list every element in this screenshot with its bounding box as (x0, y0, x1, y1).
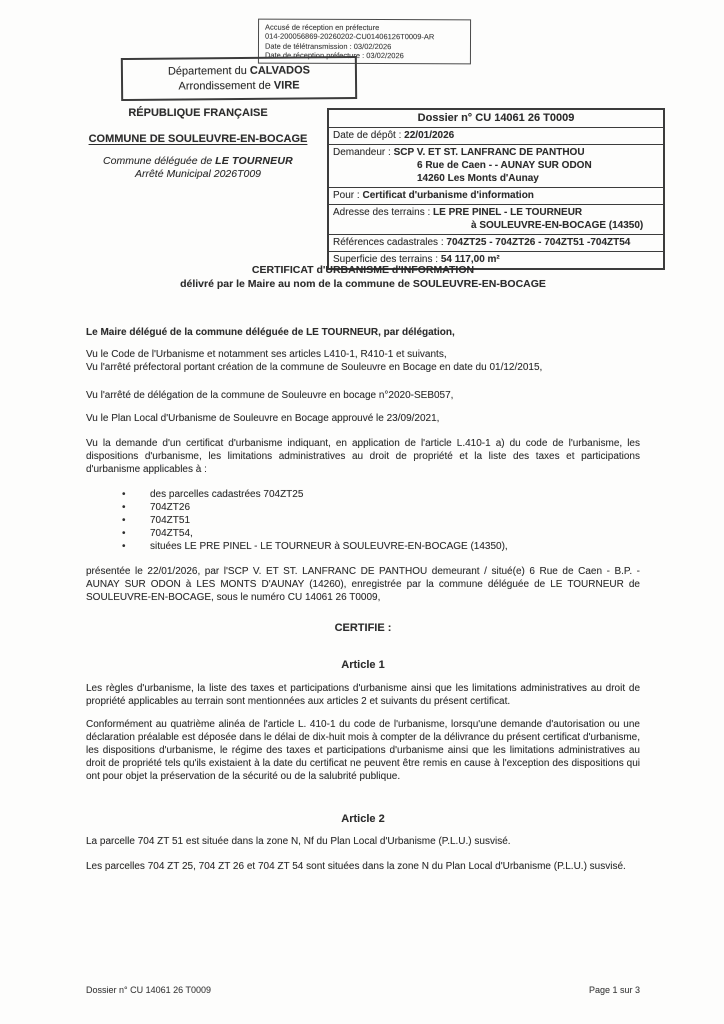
list-item: • 704ZT51 (122, 515, 191, 526)
row-pour: Pour : Certificat d'urbanisme d'information (329, 187, 663, 204)
list-item: • situées LE PRE PINEL - LE TOURNEUR à SOULEUVRE-EN-BOCAGE (14350), (122, 541, 508, 552)
vu-arrete-delegation: Vu l'arrêté de délégation de la commune de Souleuvre en bocage n°2020-SEB057, (86, 390, 454, 401)
vu-code-urbanisme: Vu le Code de l'Urbanisme et notamment ses articles L410-1, R410-1 et suivants, Vu l'arrêté préfectoral portant création de la commune de Souleuvre en Bocage en date du 01/12/2015, (86, 349, 543, 373)
presentee-paragraph: présentée le 22/01/2026, par l'SCP V. ET ST. LANFRANC DE PANTHOU demeurant / situé(e) 6 Rue de Caen - B.P. - AUNAY SUR ODON à LES MONTS D'AUNAY (14260), enregistrée par la commune déléguée de LE TOURNEUR de SOULEUVRE-EN-BOCAGE, sous le numéro CU 14061 26 T0009, (86, 566, 640, 603)
mayor-intro-line: Le Maire délégué de la commune déléguée de LE TOURNEUR, par délégation, (86, 327, 455, 338)
bullet-icon: • (122, 489, 126, 500)
document-title-line2: délivré par le Maire au nom de la commune de SOULEUVRE-EN-BOCAGE (180, 277, 546, 290)
list-item: • 704ZT26 (122, 502, 191, 513)
stamp-reference-number: 014-200056869-20260202-CU01406126T0009-AR (265, 32, 435, 42)
demandeur-address-line: 6 Rue de Caen - - AUNAY SUR ODON (417, 160, 592, 171)
article1-paragraph1: Les règles d'urbanisme, la liste des taxes et participations d'urbanisme ainsi que les limitations administratives au droit de propriété applicables au terrain sont mentionnées aux articles 2 et suivants du présent certificat. (86, 683, 640, 707)
row-demandeur: Demandeur : SCP V. ET ST. LANFRANC DE PANTHOU 6 Rue de Caen - - AUNAY SUR ODON 14260 Les Monts d'Aunay (329, 144, 663, 187)
row-adresse-terrains: Adresse des terrains : LE PRE PINEL - LE TOURNEUR à SOULEUVRE-EN-BOCAGE (14350) (329, 204, 663, 234)
republic-title: RÉPUBLIQUE FRANÇAISE (128, 107, 268, 119)
adresse-commune-line: à SOULEUVRE-EN-BOCAGE (14350) (471, 220, 644, 231)
department-line: Département du CALVADOS (167, 63, 310, 78)
left-header-block (64, 107, 332, 181)
article1-paragraph2: Conformément au quatrième alinéa de l'article L. 410-1 du code de l'urbanisme, lorsqu'une demande d'autorisation ou une déclaration préalable est déposée dans le délai de dix-huit mois à compter de la délivrance du présent certificat d'urbanisme, les dispositions d'urbanisme, le régime des taxes et participations d'urbanisme ainsi que les limitations administratives au droit de propriété tels qu'ils existaient à la date du certificat ne peuvent être remis en cause à l'exception des dispositions qui ont pour objet la préservation de la sécurité ou de la salubrité publique. (86, 719, 640, 782)
row-date-depot: Date de dépôt : 22/01/2026 (329, 127, 663, 144)
footer-page-number: Page 1 sur 3 (588, 985, 640, 995)
document-title (86, 264, 640, 291)
commune-title: COMMUNE DE SOULEUVRE-EN-BOCAGE (88, 133, 308, 145)
document-title-line1: CERTIFICAT d'URBANISME d'INFORMATION (251, 264, 475, 276)
dossier-number-header: Dossier n° CU 14061 26 T0009 (417, 112, 575, 124)
vu-demande: Vu la demande d'un certificat d'urbanisme indiquant, en application de l'article L.410-1 a) du code de l'urbanisme, les dispositions d'urbanisme, les limitations administratives au droit de propriété et la liste des taxes et participations d'urbanisme applicables à : (86, 438, 640, 475)
article2-heading: Article 2 (341, 813, 385, 825)
page-footer (86, 985, 640, 995)
certifie-heading: CERTIFIE : (334, 622, 392, 634)
article1-heading: Article 1 (341, 659, 385, 671)
stamp-line: Accusé de réception en préfecture (265, 22, 380, 33)
arrondissement-line: Arrondissement de VIRE (178, 78, 300, 93)
parcels-list (86, 488, 640, 553)
stamp-teletransmission-date: Date de télétransmission : 03/02/2026 (264, 41, 392, 51)
stamp-reception-date: Date de réception préfecture : 03/02/2026 (264, 50, 404, 61)
delegated-commune: Commune déléguée de LE TOURNEUR (103, 155, 293, 167)
list-item: • 704ZT54, (122, 528, 193, 539)
bullet-icon: • (122, 502, 126, 513)
list-item: • des parcelles cadastrées 704ZT25 (122, 489, 304, 500)
row-references-cadastrales: Références cadastrales : 704ZT25 - 704ZT26 - 704ZT51 -704ZT54 (329, 234, 663, 251)
article2-paragraph1: La parcelle 704 ZT 51 est située dans la zone N, Nf du Plan Local d'Urbanisme (P.L.U.) susvisé. (86, 836, 511, 847)
article2-paragraph2: Les parcelles 704 ZT 25, 704 ZT 26 et 704 ZT 54 sont situées dans la zone N du Plan Local d'Urbanisme (P.L.U.) susvisé. (86, 861, 626, 872)
bullet-icon: • (122, 541, 126, 552)
bullet-icon: • (122, 528, 126, 539)
dossier-table (327, 108, 665, 270)
document-body (86, 320, 640, 873)
arrete-municipal: Arrêté Municipal 2026T009 (134, 168, 262, 180)
department-box (121, 56, 357, 101)
demandeur-city-line: 14260 Les Monts d'Aunay (417, 173, 539, 184)
row-superficie: Superficie des terrains : 54 117,00 m² (329, 251, 663, 268)
footer-dossier-number: Dossier n° CU 14061 26 T0009 (86, 985, 212, 995)
vu-plu: Vu le Plan Local d'Urbanisme de Souleuvre en Bocage approuvé le 23/09/2021, (86, 413, 440, 424)
bullet-icon: • (122, 515, 126, 526)
